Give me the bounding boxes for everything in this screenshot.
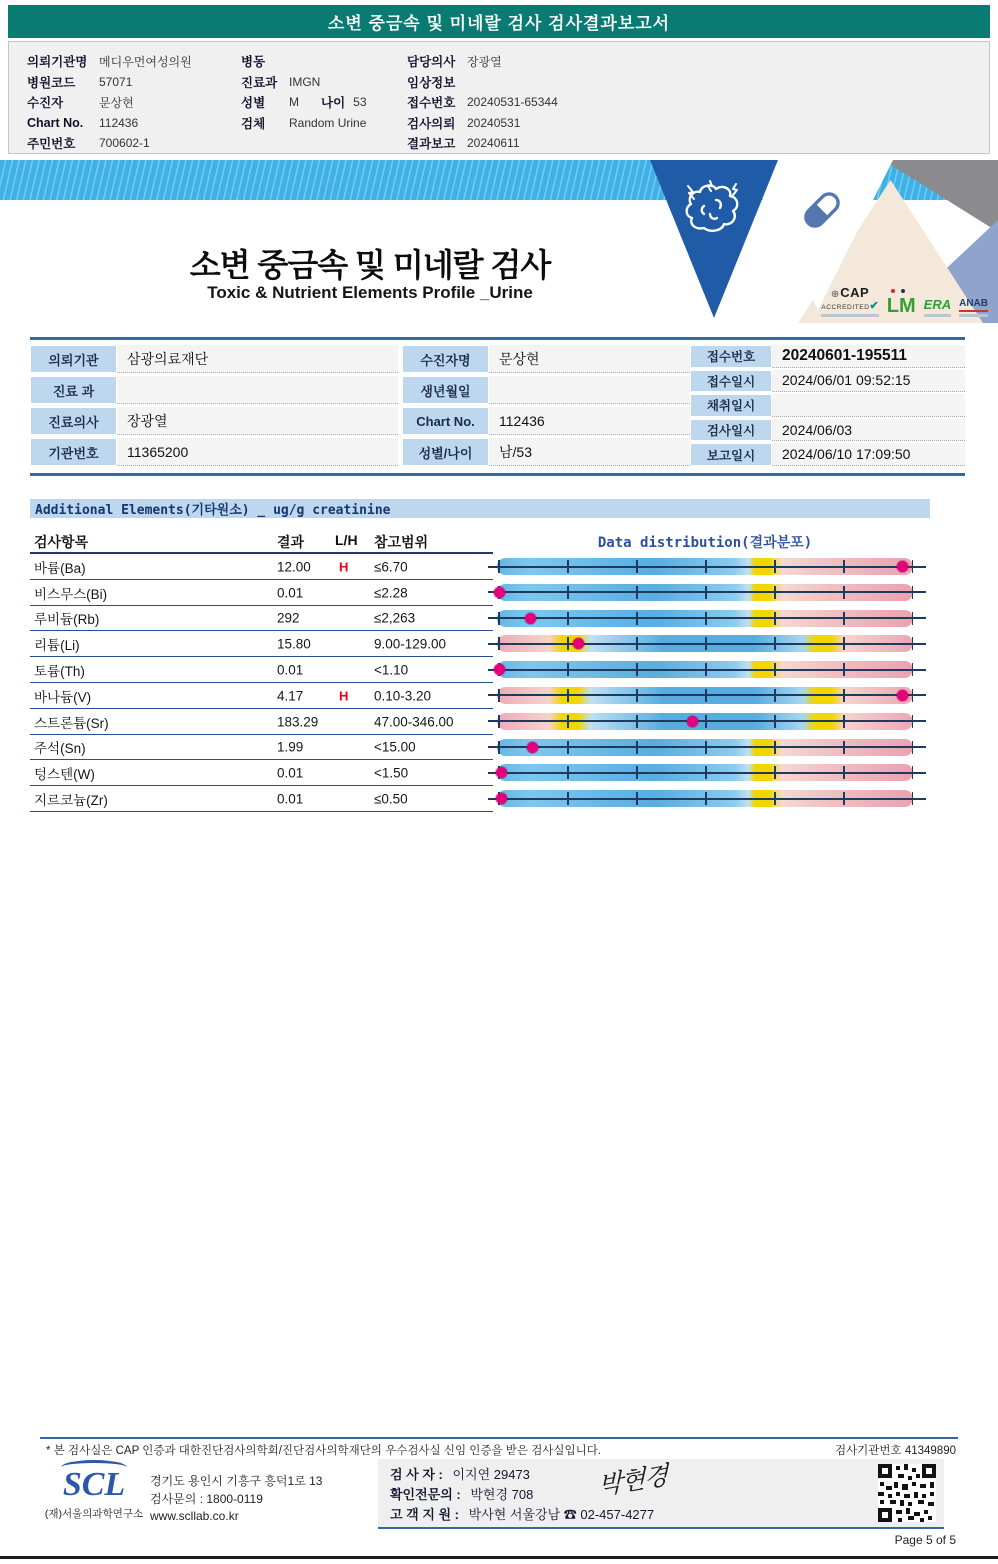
summary-value: 남/53	[489, 438, 690, 466]
contact-label: 고 객 지 원 :	[390, 1507, 460, 1522]
distribution-bar	[497, 584, 913, 601]
lab-org-number-value: 41349890	[904, 1445, 956, 1457]
logo-accent-line	[959, 310, 988, 312]
test-item-name: 텅스텐(W)	[34, 767, 95, 783]
results-rows	[30, 554, 965, 812]
cap-logo-subtext: ACCREDITED	[821, 303, 870, 311]
summary-group-1	[30, 345, 398, 469]
globe-icon: ⊕	[830, 288, 840, 300]
field-value: Random Urine	[289, 115, 367, 130]
test-result-value: 0.01	[277, 791, 304, 807]
cap-logo-text: CAP	[840, 284, 870, 300]
report-title-bar: 소변 중금속 및 미네랄 검사 검사결과보고서	[8, 5, 990, 38]
summary-label: 접수일시	[690, 370, 772, 393]
patient-header-row	[27, 51, 237, 72]
era-logo	[924, 298, 951, 317]
col-header-flag: L/H	[335, 532, 358, 548]
patient-header-row	[27, 113, 237, 134]
contact-label: 검 사 자 :	[390, 1467, 443, 1482]
anab-logo-text: ANAB	[959, 298, 988, 309]
result-marker-dot	[687, 716, 698, 727]
test-result-value: 0.01	[277, 585, 304, 601]
logo-caption-line	[924, 314, 951, 317]
field-label: 병원코드	[27, 75, 76, 90]
col-header-distribution: Data distribution(결과분포)	[597, 535, 813, 551]
contact-label: 확인전문의 :	[390, 1487, 461, 1502]
scl-logo-text: SCL	[62, 1466, 126, 1503]
reference-range: ≤0.50	[374, 791, 408, 807]
bar-tick-marks	[498, 586, 913, 599]
bar-tick-marks	[498, 715, 913, 728]
accreditation-logos	[821, 286, 988, 317]
distribution-bar	[497, 790, 913, 807]
summary-value: 삼광의료재단	[117, 345, 398, 373]
lm-logo-text: LM	[886, 295, 916, 317]
reference-range: <1.10	[374, 662, 409, 678]
field-label: 성별	[241, 96, 266, 111]
summary-value	[489, 376, 690, 404]
field-value: 20240531-65344	[467, 95, 558, 110]
test-item-name: 스트론튬(Sr)	[34, 715, 109, 731]
patient-header-col1	[27, 51, 237, 154]
distribution-bar	[497, 713, 913, 730]
result-marker-dot	[494, 664, 505, 675]
test-result-value: 1.99	[277, 739, 304, 755]
reference-range: ≤6.70	[374, 559, 408, 575]
test-item-name: 지르코늄(Zr)	[34, 793, 108, 809]
summary-value	[117, 376, 398, 404]
col-header-result: 결과	[277, 534, 305, 550]
lab-phone: 검사문의 : 1800-0119	[150, 1491, 263, 1506]
distribution-bar	[497, 661, 913, 678]
field-label: 담당의사	[407, 55, 456, 70]
field-label: 검사의뢰	[407, 116, 456, 131]
check-icon: ✔	[869, 299, 879, 312]
result-marker-dot	[897, 690, 908, 701]
summary-label: 수진자명	[402, 345, 489, 373]
patient-header-row	[27, 72, 237, 93]
result-marker-dot	[527, 742, 538, 753]
test-item-name: 리튬(Li)	[34, 638, 80, 654]
test-item-name: 주석(Sn)	[34, 741, 86, 757]
col-header-range: 참고범위	[374, 534, 429, 550]
test-result-value: 292	[277, 610, 300, 626]
result-row	[30, 709, 965, 735]
col-header-item: 검사항목	[34, 534, 89, 550]
field-value: 20240531	[467, 115, 521, 130]
bar-tick-marks	[498, 689, 913, 702]
patient-header-row	[407, 72, 687, 93]
logo-caption-line	[821, 314, 878, 317]
summary-group-2	[402, 345, 690, 469]
summary-label: 기관번호	[30, 438, 117, 466]
patient-header-row	[241, 72, 411, 93]
bar-tick-marks	[498, 560, 913, 573]
patient-header-row	[407, 51, 687, 72]
contact-value: 박사현 서울강남 ☎ 02-457-4277	[468, 1507, 655, 1522]
patient-header-row	[407, 113, 687, 134]
section-heading: Additional Elements(기타원소) _ ug/g creatinine	[30, 499, 930, 518]
bar-tick-marks	[498, 792, 913, 805]
summary-label: 성별/나이	[402, 438, 489, 466]
summary-row	[30, 407, 398, 435]
qr-code	[878, 1464, 936, 1522]
field-value: 장광열	[467, 54, 502, 69]
patient-header-row	[241, 92, 411, 113]
summary-label: 진료의사	[30, 407, 117, 435]
bar-tick-marks	[498, 663, 913, 676]
summary-row	[690, 394, 965, 417]
scl-logo	[42, 1468, 146, 1521]
summary-label: 접수번호	[690, 345, 772, 368]
test-item-name: 비스무스(Bi)	[34, 586, 108, 602]
field-value: 57071	[99, 74, 133, 89]
test-item-name: 바륨(Ba)	[34, 560, 86, 576]
summary-value: 112436	[489, 407, 690, 435]
test-result-value: 12.00	[277, 559, 311, 575]
summary-label: 검사일시	[690, 419, 772, 442]
reference-range: 9.00-129.00	[374, 636, 447, 652]
scl-org-name: (재)서울의과학연구소	[44, 1508, 144, 1520]
lab-org-number-label: 검사기관번호	[834, 1445, 902, 1457]
test-result-value: 4.17	[277, 688, 304, 704]
summary-row	[30, 345, 398, 373]
summary-value: 2024/06/10 17:09:50	[772, 443, 965, 466]
bar-tick-marks	[498, 766, 913, 779]
distribution-bar	[497, 610, 913, 627]
banner-decoration	[648, 160, 998, 323]
reference-range: 0.10-3.20	[374, 688, 432, 704]
field-value: IMGN	[289, 74, 321, 89]
reference-range: <1.50	[374, 765, 409, 781]
summary-value: 20240601-195511	[772, 345, 965, 368]
field-value: 700602-1	[99, 136, 150, 151]
summary-row	[690, 345, 965, 368]
field-label: 의뢰기관명	[27, 55, 88, 70]
doctor-signature: 박현경	[598, 1460, 668, 1501]
summary-label: 진료 과	[30, 376, 117, 404]
bar-tick-marks	[498, 741, 913, 754]
test-result-value: 0.01	[277, 662, 304, 678]
field-label: 병동	[241, 55, 266, 70]
summary-value: 2024/06/03	[772, 419, 965, 442]
result-row	[30, 657, 965, 683]
result-marker-dot	[573, 638, 584, 649]
test-item-name: 바나듐(V)	[34, 689, 92, 705]
summary-label: 채취일시	[690, 394, 772, 417]
result-row	[30, 735, 965, 761]
era-logo-text: ERA	[923, 296, 952, 312]
result-row	[30, 683, 965, 709]
field-value: M	[289, 95, 299, 110]
contact-value: 이지연 29473	[452, 1467, 530, 1482]
field-value: 20240611	[467, 136, 520, 151]
result-marker-dot	[496, 793, 507, 804]
exam-subtitle: Toxic & Nutrient Elements Profile _Urine	[207, 283, 533, 302]
summary-label: 의뢰기관	[30, 345, 117, 373]
field-label: 결과보고	[407, 137, 456, 152]
patient-header-row	[407, 133, 687, 154]
result-row	[30, 760, 965, 786]
reference-range: 47.00-346.00	[374, 714, 454, 730]
summary-label: 생년월일	[402, 376, 489, 404]
lm-logo	[887, 289, 916, 317]
summary-value: 2024/06/01 09:52:15	[772, 370, 965, 393]
result-marker-dot	[494, 587, 505, 598]
anab-logo	[959, 298, 988, 317]
field-value: 문상현	[99, 95, 134, 110]
summary-label: Chart No.	[402, 407, 489, 435]
contact-box	[378, 1459, 944, 1529]
result-marker-dot	[496, 767, 507, 778]
distribution-bar	[497, 635, 913, 652]
lab-website: www.scllab.co.kr	[150, 1509, 239, 1523]
patient-header-row	[241, 113, 411, 134]
summary-row	[690, 443, 965, 466]
bar-tick-marks	[498, 612, 913, 625]
patient-header-box	[8, 41, 990, 154]
field-label: 주민번호	[27, 137, 76, 152]
page-number: Page 5 of 5	[894, 1533, 956, 1547]
brain-icon	[680, 180, 746, 238]
high-low-flag: H	[339, 559, 349, 575]
test-result-value: 15.80	[277, 636, 311, 652]
distribution-bar	[497, 558, 913, 575]
test-item-name: 루비듐(Rb)	[34, 612, 100, 628]
logo-caption-line	[959, 314, 988, 317]
summary-row	[402, 345, 690, 373]
field-label: 진료과	[241, 75, 278, 90]
summary-value: 장광열	[117, 407, 398, 435]
summary-row	[402, 376, 690, 404]
reference-range: <15.00	[374, 739, 416, 755]
contact-line	[390, 1505, 654, 1525]
summary-row	[30, 376, 398, 404]
field-label-2: 나이	[321, 96, 346, 111]
patient-header-col2	[241, 51, 411, 133]
reference-range: ≤2,263	[374, 610, 416, 626]
summary-group-3	[690, 345, 965, 468]
lab-org-number	[835, 1442, 956, 1458]
distribution-bar	[497, 739, 913, 756]
order-summary-table	[30, 337, 965, 476]
distribution-bar	[497, 764, 913, 781]
test-item-name: 토륨(Th)	[34, 664, 85, 680]
summary-row	[690, 419, 965, 442]
summary-row	[402, 438, 690, 466]
lab-address: 경기도 용인시 기흥구 흥덕1로 13	[150, 1474, 323, 1488]
field-label: Chart No.	[27, 115, 84, 130]
field-value: 메디우먼여성의원	[99, 54, 192, 69]
field-label: 임상정보	[407, 75, 456, 90]
field-value: 112436	[99, 115, 139, 130]
summary-value: 문상현	[489, 345, 690, 373]
result-row	[30, 554, 965, 580]
exam-title: 소변 중금속 및 미네랄 검사	[189, 247, 551, 283]
page-bottom-rule	[0, 1556, 998, 1559]
field-label: 검체	[241, 116, 266, 131]
patient-header-row	[241, 51, 411, 72]
distribution-bar	[497, 687, 913, 704]
test-result-value: 0.01	[277, 765, 304, 781]
summary-row	[690, 370, 965, 393]
results-table-header	[30, 530, 965, 552]
result-row	[30, 631, 965, 657]
reference-range: ≤2.28	[374, 585, 408, 601]
patient-header-col3	[407, 51, 687, 154]
high-low-flag: H	[339, 688, 349, 704]
patient-header-row	[27, 133, 237, 154]
field-label: 접수번호	[407, 96, 456, 111]
result-marker-dot	[525, 613, 536, 624]
capsule-icon	[798, 186, 846, 234]
bar-tick-marks	[498, 637, 913, 650]
patient-header-row	[407, 92, 687, 113]
patient-header-row	[27, 92, 237, 113]
summary-value	[772, 394, 965, 417]
cap-accredited-logo	[821, 286, 878, 317]
summary-label: 보고일시	[690, 443, 772, 466]
result-row	[30, 606, 965, 632]
summary-value: 11365200	[117, 438, 398, 466]
contact-value: 박현경 708	[470, 1487, 534, 1502]
test-result-value: 183.29	[277, 714, 319, 730]
result-row	[30, 786, 965, 812]
summary-row	[402, 407, 690, 435]
footer-divider	[40, 1437, 958, 1439]
lab-address-block	[150, 1473, 322, 1526]
result-row	[30, 580, 965, 606]
field-label: 수진자	[27, 96, 64, 111]
summary-row	[30, 438, 398, 466]
field-value-2: 53	[353, 95, 367, 110]
accreditation-note: * 본 검사실은 CAP 인증과 대한진단검사의학회/진단검사의학재단의 우수검사실 신임 인증을 받은 검사실입니다.	[46, 1445, 602, 1457]
